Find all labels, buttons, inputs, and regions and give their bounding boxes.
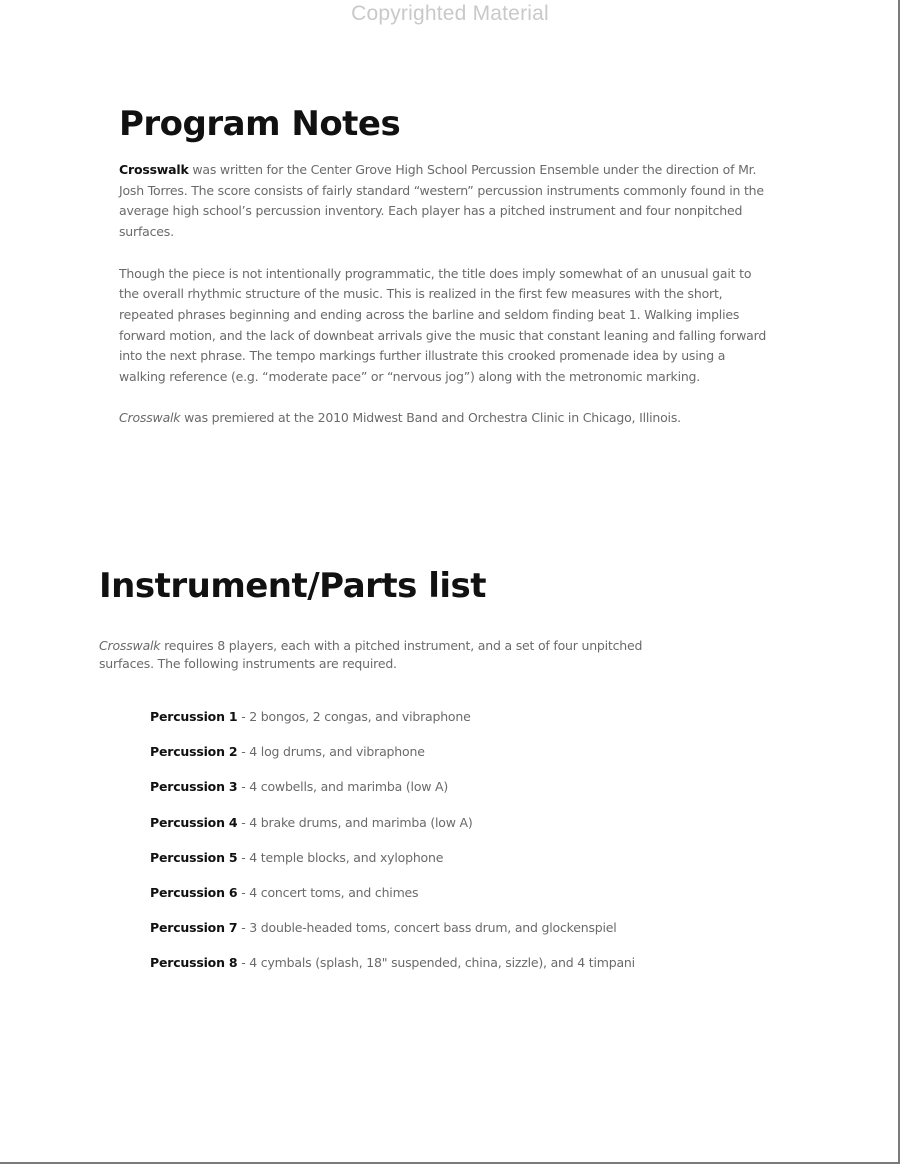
part-description: 3 double-headed toms, concert bass drum, and glockenspiel: [249, 920, 617, 936]
parts-list: [150, 707, 635, 989]
part-description: 4 cowbells, and marimba (low A): [249, 779, 449, 795]
notes-paragraph-1: [119, 160, 769, 243]
notes-paragraph-1-text: was written for the Center Grove High School Percussion Ensemble under the direction of Mr. Josh Torres. The score consists of fairly standard “western” percussion instruments commonly found in the average high school’s percussion inventory. Each player has a pitched instrument and four nonpitched surfaces.: [119, 162, 764, 240]
part-description: 4 concert toms, and chimes: [249, 884, 419, 900]
parts-intro-text: requires 8 players, each with a pitched instrument, and a set of four unpitched surfaces. The following instruments are required.: [99, 638, 643, 671]
parts-list-heading: Instrument/Parts list: [99, 566, 487, 606]
part-name: Percussion 4: [150, 814, 238, 830]
part-item: [150, 918, 635, 953]
part-separator: -: [237, 744, 250, 760]
part-separator: -: [237, 884, 250, 900]
part-separator: -: [237, 955, 250, 971]
part-name: Percussion 3: [150, 779, 238, 795]
part-name: Percussion 5: [150, 849, 238, 865]
work-title-italic: Crosswalk: [119, 410, 181, 426]
part-separator: -: [237, 779, 250, 795]
part-description: 4 brake drums, and marimba (low A): [249, 814, 473, 830]
work-title-bold: Crosswalk: [119, 162, 189, 177]
part-description: 4 log drums, and vibraphone: [249, 744, 425, 760]
part-description: 2 bongos, 2 congas, and vibraphone: [249, 709, 471, 724]
part-item: [150, 848, 635, 883]
notes-paragraph-3-text: was premiered at the 2010 Midwest Band and Orchestra Clinic in Chicago, Illinois.: [180, 410, 681, 426]
part-name: Percussion 8: [150, 955, 238, 971]
part-item: [150, 813, 635, 848]
part-description: 4 cymbals (splash, 18" suspended, china, sizzle), and 4 timpani: [249, 955, 635, 971]
part-item: [150, 883, 635, 918]
notes-paragraph-3: [119, 408, 769, 429]
notes-paragraph-2: Though the piece is not intentionally programmatic, the title does imply somewhat of an unusual gait to the overall rhythmic structure of the music. This is realized in the first few measures with the short, repeated phrases beginning and ending across the barline and seldom finding beat 1. Walking implies forward motion, and the lack of downbeat arrivals give the music that constant leaning and falling forward into the next phrase. The tempo markings further illustrate this crooked promenade idea by using a walking reference (e.g. “moderate pace” or “nervous jog”) along with the metronomic marking.: [119, 265, 767, 385]
part-item: [150, 777, 635, 812]
part-separator: -: [237, 709, 250, 724]
part-item: [150, 953, 635, 988]
parts-intro-work-title: Crosswalk: [99, 638, 161, 653]
part-name: Percussion 6: [150, 884, 238, 900]
part-name: Percussion 2: [150, 744, 238, 760]
part-separator: -: [237, 814, 250, 830]
part-item: [150, 742, 635, 777]
program-notes-heading: Program Notes: [119, 104, 401, 144]
part-item: [150, 707, 635, 742]
part-separator: -: [237, 920, 250, 936]
part-description: 4 temple blocks, and xylophone: [249, 849, 444, 865]
part-separator: -: [237, 849, 250, 865]
part-name: Percussion 7: [150, 920, 238, 936]
part-name: Percussion 1: [150, 709, 238, 724]
program-notes-body: [119, 160, 769, 450]
watermark: Copyrighted Material: [351, 2, 549, 25]
parts-intro: [99, 637, 659, 672]
